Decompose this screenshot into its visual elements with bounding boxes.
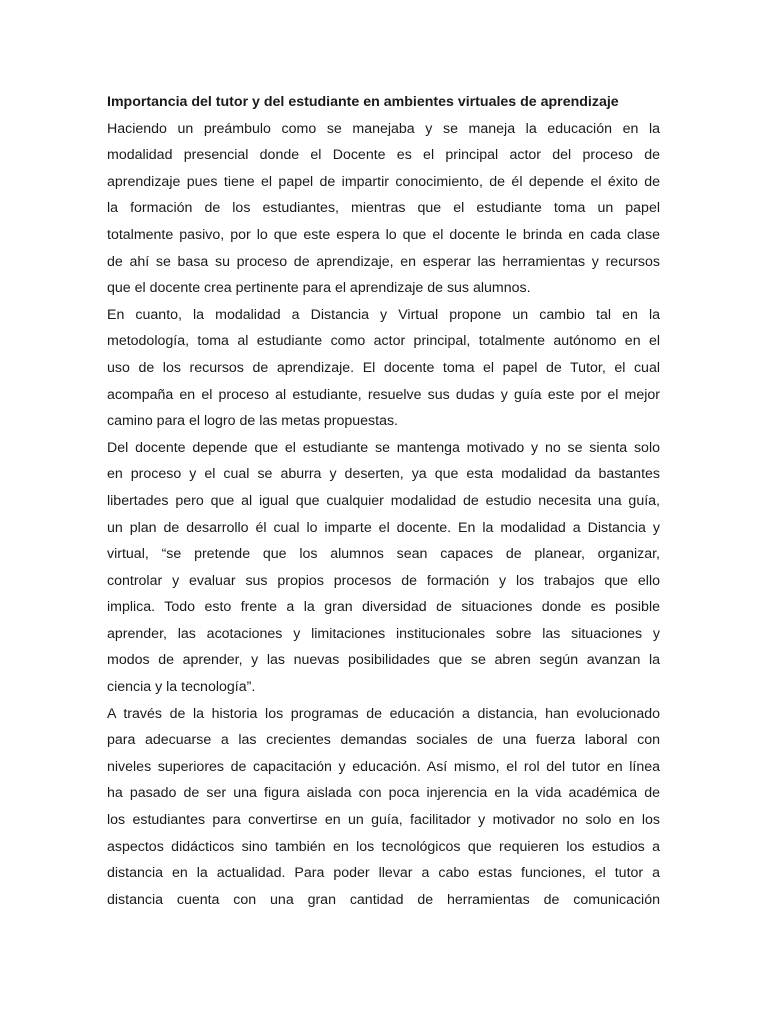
document-page: [107, 89, 660, 913]
text-line: aspectos didácticos sino también en los tecnológicos que requieren los estudios a: [107, 838, 660, 855]
text-line: camino para el logro de las metas propuestas.: [107, 413, 399, 430]
text-line: ciencia y la tecnología”.: [107, 679, 256, 696]
text-line: distancia cuenta con una gran cantidad de herramientas de comunicación: [107, 891, 660, 908]
text-line: modos de aprender, y las nuevas posibilidades que se abren según avanzan la: [107, 652, 660, 669]
text-line: un plan de desarrollo él cual lo imparte el docente. En la modalidad a Distancia y: [107, 519, 660, 536]
text-line: controlar y evaluar sus propios procesos de formación y los trabajos que ello: [107, 572, 660, 589]
text-line: para adecuarse a las crecientes demandas sociales de una fuerza laboral con: [107, 732, 660, 749]
text-line: totalmente pasivo, por lo que este espera lo que el docente le brinda en cada clase: [107, 226, 660, 243]
paragraph: [107, 701, 660, 914]
text-line: que el docente crea pertinente para el aprendizaje de sus alumnos.: [107, 280, 531, 297]
text-line: aprendizaje pues tiene el papel de impartir conocimiento, de él depende el éxito de: [107, 173, 660, 190]
text-line: la formación de los estudiantes, mientras que el estudiante toma un papel: [107, 200, 660, 217]
text-line: acompaña en el proceso al estudiante, resuelve sus dudas y guía este por el mejor: [107, 386, 660, 403]
paragraph: [107, 435, 660, 701]
text-line: en proceso y el cual se aburra y deserten, ya que esta modalidad da bastantes: [107, 466, 660, 483]
text-line: virtual, “se pretende que los alumnos sean capaces de planear, organizar,: [107, 546, 660, 563]
text-line: de ahí se basa su proceso de aprendizaje, en esperar las herramientas y recursos: [107, 253, 660, 270]
document-body: [107, 116, 660, 914]
text-line: implica. Todo esto frente a la gran diversidad de situaciones donde es posible: [107, 599, 660, 616]
text-line: aprender, las acotaciones y limitaciones institucionales sobre las situaciones y: [107, 625, 660, 642]
text-line: modalidad presencial donde el Docente es el principal actor del proceso de: [107, 147, 660, 164]
text-line: metodología, toma al estudiante como actor principal, totalmente autónomo en el: [107, 333, 660, 350]
text-line: niveles superiores de capacitación y educación. Así mismo, el rol del tutor en línea: [107, 758, 660, 775]
text-line: uso de los recursos de aprendizaje. El docente toma el papel de Tutor, el cual: [107, 359, 660, 376]
text-line: distancia en la actualidad. Para poder llevar a cabo estas funciones, el tutor a: [107, 865, 660, 882]
text-line: En cuanto, la modalidad a Distancia y Virtual propone un cambio tal en la: [107, 306, 660, 323]
text-line: Del docente depende que el estudiante se mantenga motivado y no se sienta solo: [107, 439, 660, 456]
document-title: Importancia del tutor y del estudiante en ambientes virtuales de aprendizaje: [107, 94, 619, 110]
text-line: Haciendo un preámbulo como se manejaba y se maneja la educación en la: [107, 120, 660, 137]
paragraph: [107, 116, 660, 302]
text-line: ha pasado de ser una figura aislada con poca injerencia en la vida académica de: [107, 785, 660, 802]
text-line: A través de la historia los programas de educación a distancia, han evolucionado: [107, 705, 660, 722]
text-line: libertades pero que al igual que cualquier modalidad de estudio necesita una guía,: [107, 492, 660, 509]
text-line: los estudiantes para convertirse en un guía, facilitador y motivador no solo en los: [107, 812, 660, 829]
paragraph: [107, 302, 660, 435]
